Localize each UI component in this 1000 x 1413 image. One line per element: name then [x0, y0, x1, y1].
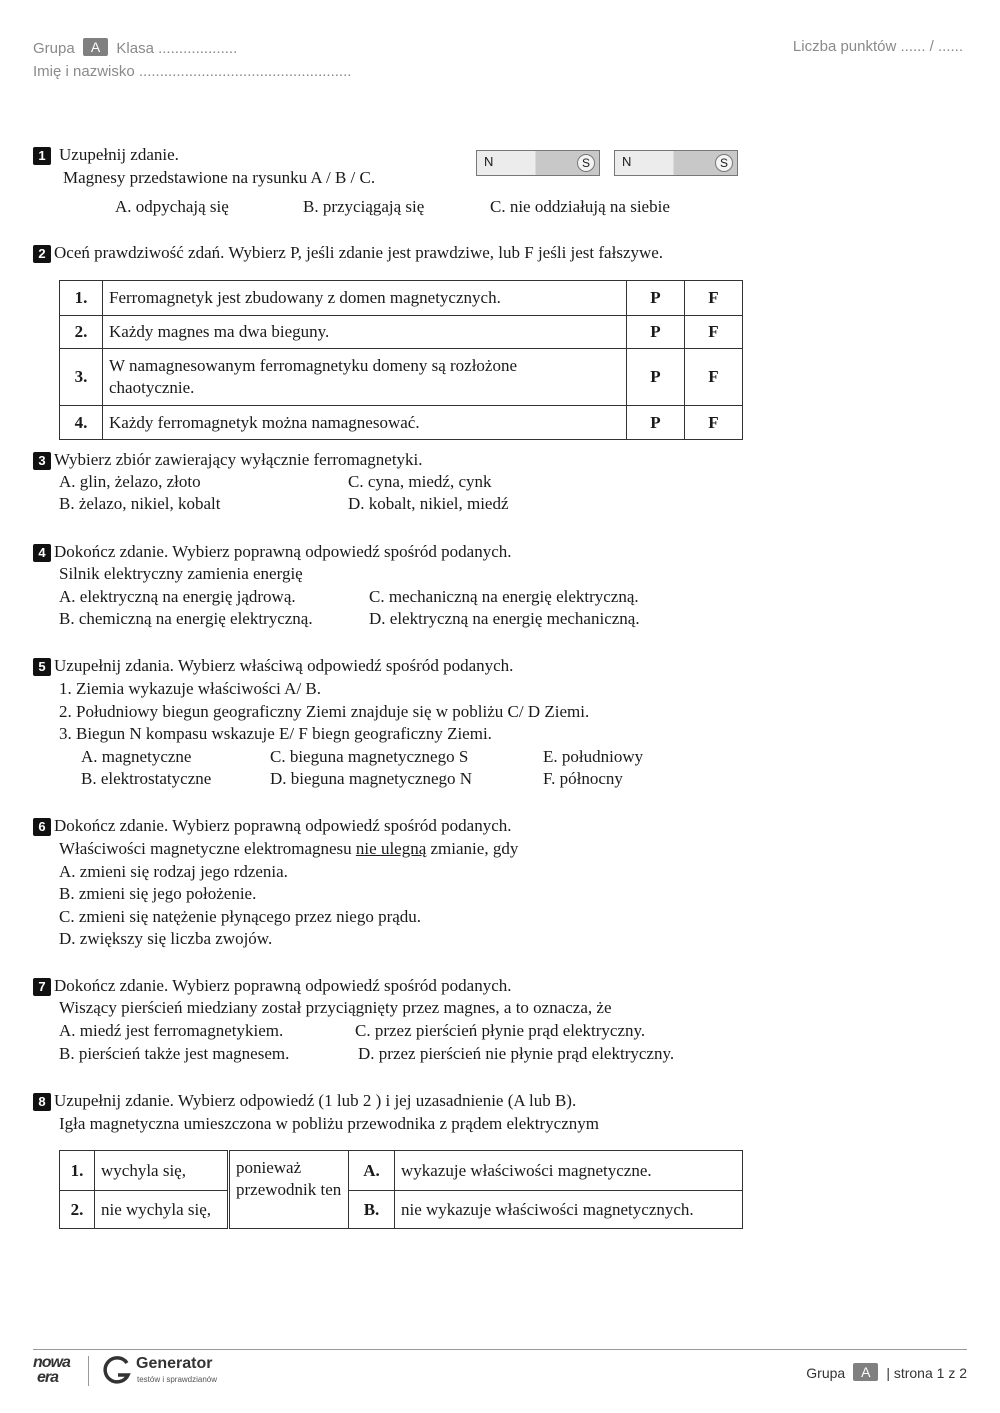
- q4-stem: Silnik elektryczny zamienia energię: [59, 564, 303, 583]
- q7-option-b: B. pierścień także jest magnesem.: [59, 1044, 290, 1063]
- q6-option-a: A. zmieni się rodzaj jego rdzenia.: [59, 862, 288, 881]
- q5-line-1: 1. Ziemia wykazuje właściwości A/ B.: [59, 679, 322, 698]
- magnet-n-label: N: [622, 154, 632, 169]
- table-row: [60, 281, 743, 316]
- q6-stem-underlined: nie ulegną: [355, 839, 427, 858]
- q4-option-c: C. mechaniczną na energię elektryczną.: [369, 587, 639, 606]
- q4-option-b: B. chemiczną na energię elektryczną.: [59, 609, 313, 628]
- answer-p[interactable]: P: [627, 281, 685, 316]
- q3-option-a: A. glin, żelazo, złoto: [59, 472, 201, 491]
- magnet-s-label: S: [715, 154, 733, 172]
- q6-title-text: Dokończ zdanie. Wybierz poprawną odpowiedź spośród podanych.: [54, 816, 512, 835]
- magnet-2: [614, 150, 738, 176]
- q6-option-d: D. zwiększy się liczba zwojów.: [59, 929, 273, 948]
- generator-g-icon: [101, 1355, 133, 1387]
- class-field: Klasa ...................: [116, 40, 238, 57]
- group-label: Grupa: [33, 40, 75, 57]
- q1-option-a: A. odpychają się: [115, 197, 229, 216]
- q8-stem: Igła magnetyczna umieszczona w pobliżu przewodnika z prądem elektrycznym: [59, 1114, 599, 1133]
- row-number: 4.: [60, 406, 103, 440]
- q1-number: 1: [33, 147, 51, 165]
- q6-option-c: C. zmieni się natężenie płynącego przez niego prądu.: [59, 907, 422, 926]
- option-a-letter[interactable]: A.: [349, 1151, 395, 1191]
- q6-stem: [59, 839, 518, 859]
- logo-nowa: nowa: [33, 1354, 70, 1371]
- q5-title: [33, 656, 513, 676]
- table-row: [60, 1191, 743, 1229]
- footer-group-label: Grupa: [806, 1365, 846, 1381]
- answer-p[interactable]: P: [627, 406, 685, 440]
- row-statement: Każdy ferromagnetyk można namagnesować.: [103, 406, 627, 440]
- q3-option-c: C. cyna, miedź, cynk: [348, 472, 492, 491]
- option-2-number[interactable]: 2.: [60, 1191, 95, 1229]
- table-row: [60, 1151, 743, 1191]
- q4-title-text: Dokończ zdanie. Wybierz poprawną odpowiedź spośród podanych.: [54, 542, 512, 561]
- q3-option-b: B. żelazo, nikiel, kobalt: [59, 494, 221, 513]
- q4-option-a: A. elektryczną na energię jądrową.: [59, 587, 296, 606]
- row-number: 1.: [60, 281, 103, 316]
- table-row: [60, 349, 743, 406]
- row-number: 3.: [60, 349, 103, 406]
- q4-title: [33, 542, 512, 562]
- q1-text: Magnesy przedstawione na rysunku A / B / C.: [63, 168, 376, 187]
- q2-number: 2: [33, 245, 51, 263]
- q7-stem: Wiszący pierścień miedziany został przyciągnięty przez magnes, a to oznacza, że: [59, 998, 612, 1017]
- q5-option-e: E. południowy: [543, 747, 644, 766]
- footer-page-info: [806, 1363, 967, 1381]
- table-row: [60, 406, 743, 440]
- q3-number: 3: [33, 452, 51, 470]
- generator-title: Generator: [136, 1355, 213, 1372]
- name-field: Imię i nazwisko ...................................................: [33, 63, 352, 80]
- q7-number: 7: [33, 978, 51, 996]
- footer-page-number: | strona 1 z 2: [886, 1365, 967, 1381]
- option-1-number[interactable]: 1.: [60, 1151, 95, 1191]
- q8-number: 8: [33, 1093, 51, 1111]
- header-group-line: [33, 38, 237, 57]
- magnet-1: [476, 150, 600, 176]
- q3-title-text: Wybierz zbiór zawierający wyłącznie ferromagnetyki.: [54, 450, 423, 469]
- option-a-text[interactable]: wykazuje właściwości magnetyczne.: [395, 1151, 743, 1191]
- row-number: 2.: [60, 316, 103, 349]
- logo-separator: [88, 1356, 89, 1386]
- row-statement: Każdy magnes ma dwa bieguny.: [103, 316, 627, 349]
- q8-table: [59, 1150, 743, 1229]
- q8-title-text: Uzupełnij zdanie. Wybierz odpowiedź (1 lub 2 ) i jej uzasadnienie (A lub B).: [54, 1091, 577, 1110]
- points-field: Liczba punktów ...... / ......: [792, 38, 963, 55]
- answer-f[interactable]: F: [685, 281, 743, 316]
- q6-stem-post: zmianie, gdy: [426, 839, 519, 858]
- q6-option-b: B. zmieni się jego położenie.: [59, 884, 257, 903]
- q5-title-text: Uzupełnij zdania. Wybierz właściwą odpowiedź spośród podanych.: [54, 656, 514, 675]
- q7-title-text: Dokończ zdanie. Wybierz poprawną odpowiedź spośród podanych.: [54, 976, 512, 995]
- q8-because: ponieważ przewodnik ten: [229, 1151, 349, 1229]
- q4-number: 4: [33, 544, 51, 562]
- q7-option-a: A. miedź jest ferromagnetykiem.: [59, 1021, 284, 1040]
- option-b-letter[interactable]: B.: [349, 1191, 395, 1229]
- option-b-text[interactable]: nie wykazuje właściwości magnetycznych.: [395, 1191, 743, 1229]
- q1-option-b: B. przyciągają się: [303, 197, 425, 216]
- q5-option-c: C. bieguna magnetycznego S: [270, 747, 469, 766]
- q7-option-c: C. przez pierścień płynie prąd elektryczny.: [355, 1021, 646, 1040]
- row-statement: W namagnesowanym ferromagnetyku domeny są rozłożone chaotycznie.: [103, 349, 627, 406]
- option-2-text[interactable]: nie wychyla się,: [95, 1191, 229, 1229]
- row-statement: Ferromagnetyk jest zbudowany z domen magnetycznych.: [103, 281, 627, 316]
- answer-f[interactable]: F: [685, 316, 743, 349]
- q5-number: 5: [33, 658, 51, 676]
- q7-option-d: D. przez pierścień nie płynie prąd elektryczny.: [358, 1044, 675, 1063]
- footer-divider: [33, 1349, 967, 1350]
- footer-group-badge: A: [853, 1363, 878, 1381]
- q4-option-d: D. elektryczną na energię mechaniczną.: [369, 609, 640, 628]
- q1-option-c: C. nie oddziałują na siebie: [490, 197, 670, 216]
- q6-stem-pre: Właściwości magnetyczne elektromagnesu: [59, 839, 356, 858]
- answer-f[interactable]: F: [685, 349, 743, 406]
- q5-option-d: D. bieguna magnetycznego N: [270, 769, 473, 788]
- q3-title: [33, 450, 423, 470]
- q7-title: [33, 976, 512, 996]
- q8-title: [33, 1091, 576, 1111]
- option-1-text[interactable]: wychyla się,: [95, 1151, 229, 1191]
- q6-title: [33, 816, 512, 836]
- q2-table: [59, 280, 743, 440]
- magnet-n-label: N: [484, 154, 494, 169]
- nowa-era-logo: [33, 1355, 85, 1389]
- q5-option-a: A. magnetyczne: [81, 747, 192, 766]
- q5-line-2: 2. Południowy biegun geograficzny Ziemi znajduje się w pobliżu C/ D Ziemi.: [59, 702, 590, 721]
- logo-era: era: [37, 1369, 59, 1386]
- q5-option-f: F. północny: [543, 769, 623, 788]
- q3-option-d: D. kobalt, nikiel, miedź: [348, 494, 509, 513]
- magnet-s-label: S: [577, 154, 595, 172]
- table-row: [60, 316, 743, 349]
- q6-number: 6: [33, 818, 51, 836]
- q5-option-b: B. elektrostatyczne: [81, 769, 212, 788]
- answer-p[interactable]: P: [627, 349, 685, 406]
- q5-line-3: 3. Biegun N kompasu wskazuje E/ F biegn geograficzny Ziemi.: [59, 724, 492, 743]
- q1-title-text: Uzupełnij zdanie.: [59, 145, 179, 164]
- answer-f[interactable]: F: [685, 406, 743, 440]
- q1-title: [33, 145, 179, 165]
- answer-p[interactable]: P: [627, 316, 685, 349]
- q2-title-text: Oceń prawdziwość zdań. Wybierz P, jeśli zdanie jest prawdziwe, lub F jeśli jest fałszywe.: [54, 243, 664, 262]
- q2-title: [33, 243, 663, 263]
- generator-subtitle: testów i sprawdzianów: [137, 1375, 218, 1384]
- group-badge: A: [83, 38, 108, 56]
